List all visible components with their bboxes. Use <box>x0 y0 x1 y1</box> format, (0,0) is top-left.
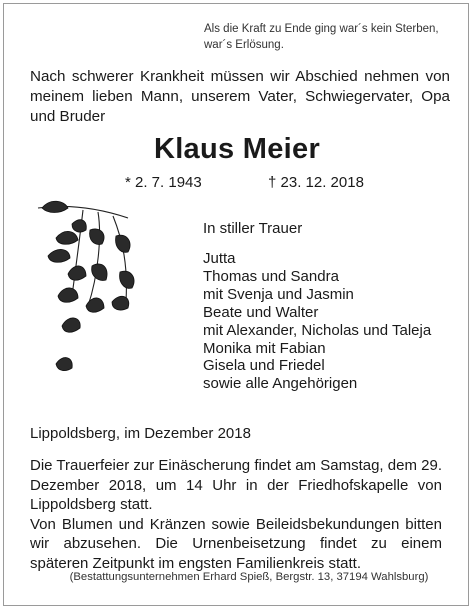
motto <box>204 21 454 53</box>
mourner-entry: mit Alexander, Nicholas und Taleja <box>203 321 432 339</box>
mourner-entry: Beate und Walter <box>203 303 319 321</box>
mourner-entry: Gisela und Friedel <box>203 357 325 375</box>
deceased-name: Klaus Meier <box>153 133 321 165</box>
motto-line-2: war´s Erlösung. <box>204 39 284 51</box>
mourner-entry: sowie alle Angehörigen <box>203 375 358 393</box>
mourner-entry: mit Svenja und Jasmin <box>203 285 354 303</box>
mourning-heading: In stiller Trauer <box>203 220 303 237</box>
place-date: Lippoldsberg, im Dezember 2018 <box>30 425 251 442</box>
funeral-info <box>30 456 442 573</box>
death-date: † 23. 12. 2018 <box>268 174 364 191</box>
mourner-entry: Thomas und Sandra <box>203 267 339 285</box>
condolence-paragraph: Von Blumen und Kränzen sowie Beileidsbekundungen bitten wir abzusehen. Die Urnenbeisetzung findet zu einem späteren Zeitpunkt im engsten Familienkreis statt. <box>30 515 442 572</box>
motto-line-1: Als die Kraft zu Ende ging war´s kein Sterben, <box>204 23 439 35</box>
undertaker-line: (Bestattungsunternehmen Erhard Spieß, Bergstr. 13, 37194 Wahlsburg) <box>69 571 429 583</box>
mourner-entry: Jutta <box>203 250 236 267</box>
birth-date: * 2. 7. 1943 <box>125 174 202 191</box>
intro-text: Nach schwerer Krankheit müssen wir Abschied nehmen von meinem lieben Mann, unserem Vater, Schwiegervater, Opa und Bruder <box>30 68 450 125</box>
birch-leaves-icon <box>28 196 188 406</box>
funeral-paragraph: Die Trauerfeier zur Einäscherung findet am Samstag, dem 29. Dezember 2018, um 14 Uhr in der Friedhofskapelle von Lippoldsberg statt. <box>30 457 442 513</box>
mourners-list <box>203 250 431 393</box>
mourner-entry: Monika mit Fabian <box>203 339 326 357</box>
